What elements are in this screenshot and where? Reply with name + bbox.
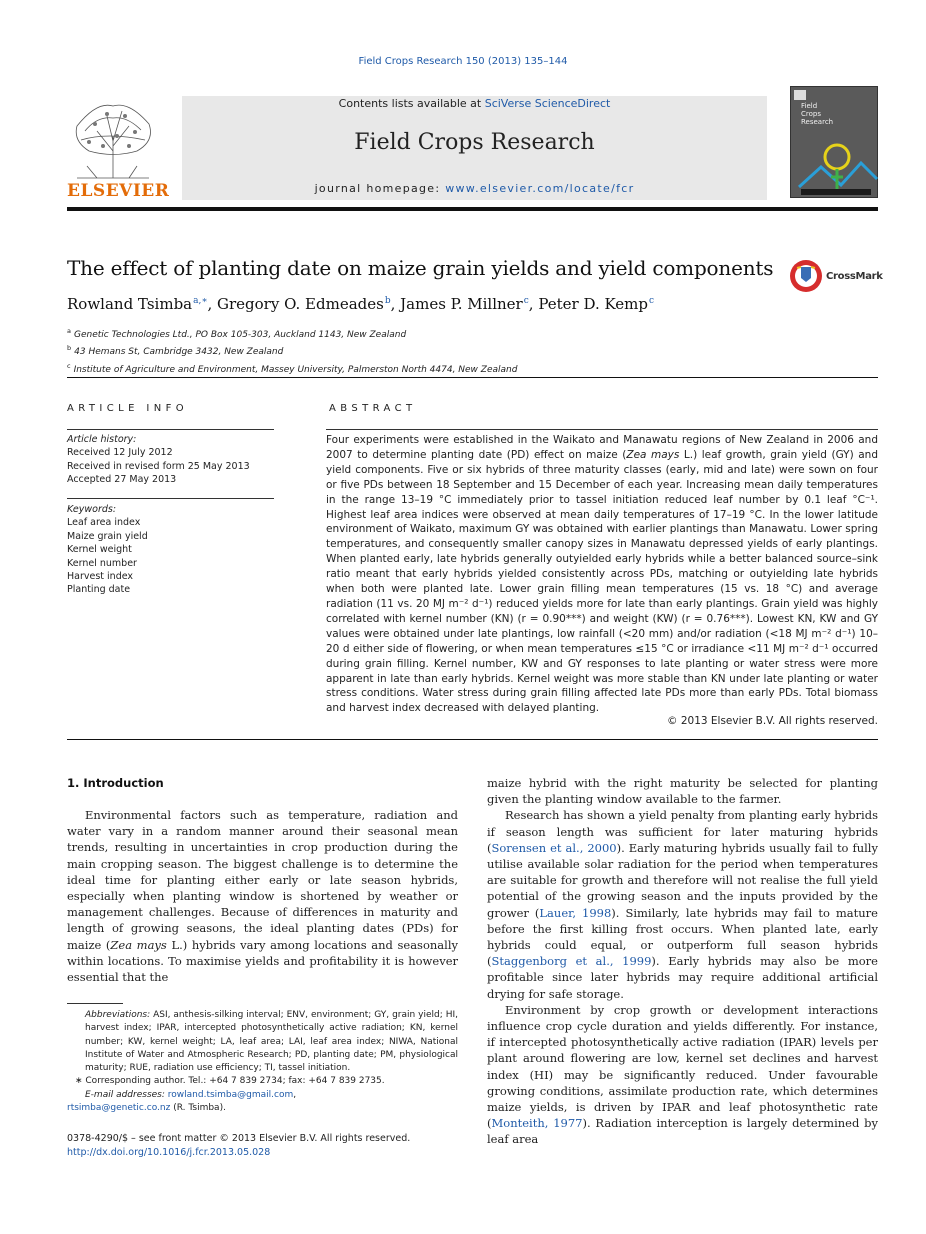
cover-artwork — [791, 127, 879, 199]
citation-link[interactable]: Staggenborg et al., 1999 — [491, 954, 652, 969]
abbreviations-footnote: Abbreviations: ASI, anthesis-silking interval; ENV, environment; GY, grain yield; HI, harvest index; IPAR, intercepted photosynthetically active radiation; KN, kernel number; KW, kernel weight; LA, leaf area; LAI, leaf area index; NIWA, National Institute of Water and Atmospheric Research; PD, planting date; PM, physiological maturity; RUE, radiation use efficiency; TI, tassel initiation. — [85, 1010, 458, 1074]
contents-line: Contents lists available at SciVerse ScienceDirect — [338, 97, 611, 110]
citation-link[interactable]: Sorensen et al., 2000 — [491, 840, 617, 855]
author-list: Rowland Tsimba$^{a,∗}$, Gregory O. Edmeades$^b$, James P. Millner$^c$, Peter D. Kemp$^c$ — [67, 295, 655, 313]
header-rule — [67, 207, 878, 211]
introduction-heading: 1. Introduction — [67, 776, 164, 790]
corresponding-author-footnote: ∗ Corresponding author. Tel.: +64 7 839 2734; fax: +64 7 839 2735. — [75, 1076, 385, 1087]
keyword: Kernel number — [67, 557, 137, 569]
intro-left-column — [67, 807, 458, 985]
citation-link[interactable]: Lauer, 1998 — [539, 905, 612, 920]
issn-line: 0378-4290/$ – see front matter © 2013 Elsevier B.V. All rights reserved. — [67, 1133, 411, 1144]
issn-block — [67, 1132, 467, 1159]
email-link[interactable]: rowland.tsimba@gmail.com — [167, 1089, 294, 1100]
cover-title: Field Crops Research — [801, 102, 834, 126]
journal-reference[interactable]: Field Crops Research 150 (2013) 135–144 — [358, 56, 568, 67]
article-info-rule — [67, 429, 274, 430]
homepage-link[interactable]: www.elsevier.com/locate/fcr — [445, 182, 635, 195]
abstract-rule — [326, 429, 878, 430]
doi-link[interactable]: http://dx.doi.org/10.1016/j.fcr.2013.05.028 — [67, 1146, 271, 1158]
keywords-rule — [67, 498, 274, 499]
keyword: Kernel weight — [67, 544, 132, 556]
keyword: Leaf area index — [67, 517, 141, 529]
paragraph: maize hybrid with the right maturity be selected for planting given the planting window available to the farmer. — [487, 776, 878, 807]
affiliation-rule — [67, 377, 878, 378]
elsevier-wordmark[interactable]: ELSEVIER — [67, 181, 170, 201]
copyright-notice: © 2013 Elsevier B.V. All rights reserved. — [667, 715, 878, 727]
article-history: Article history: Received 12 July 2012 Received in revised form 25 May 2013 Accepted 27 May 2013 — [67, 434, 250, 486]
paragraph: Environment by crop growth or development interactions influence crop cycle duration and yields differently. For instance, if intercepted photosynthetically active radiation (IPAR) levels per plant around flowering are low, kernel set declines and harvest index (HI) may be significantly reduced. Under favourable growing conditions, assimilate production rate, which determines maize yields, is driven by IPAR and leaf photosynthetic rate (Monteith, 1977). Radiation interception is largely determined by leaf area — [487, 1002, 878, 1147]
cover-logo-mark — [794, 90, 806, 100]
paragraph: Research has shown a yield penalty from planting early hybrids if season length was sufficient for later maturing hybrids (Sorensen et al., 2000). Early maturing hybrids usually fail to fully utilise available solar radiation for the period when temperatures are suitable for growth and therefore will not realise the full yield potential of the growing season and the inputs provided by the grower (Lauer, 1998). Similarly, late hybrids may fail to mature before the first killing frost occurs. When planted late, early hybrids could equal, or outperform full season hybrids (Staggenborg et al., 1999). Early hybrids may also be more profitable since later hybrids may require additional artificial drying for safe storage. — [487, 808, 878, 1001]
author[interactable]: Gregory O. Edmeades$^b$ — [217, 295, 391, 313]
citation-link[interactable]: Monteith, 1977 — [491, 1116, 583, 1131]
paragraph: Environmental factors such as temperature, radiation and water vary in a random manner around their seasonal mean trends, resulting in uncertainties in crop production during the main cropping season. The biggest challenge is to determine the ideal time for planting either early or late season hybrids, especially when planting window is shortened by weather or management challenges. Because of differences in maturity and length of growing seasons, the ideal planting dates (PDs) for maize (Zea mays L.) hybrids vary among locations and seasonally within locations. To maximise yields and profitability it is however essential that the — [67, 808, 458, 985]
affiliation: $^a$ Genetic Technologies Ltd., PO Box 105-303, Auckland 1143, New Zealand — [67, 327, 407, 340]
journal-title: Field Crops Research — [354, 130, 595, 155]
email-footnote-cont: rtsimba@genetic.co.nz (R. Tsimba). — [67, 1103, 226, 1114]
crossmark-badge[interactable] — [788, 258, 883, 294]
affiliation-list — [67, 325, 827, 377]
footnotes — [67, 1009, 458, 1115]
abstract-text: Four experiments were established in the Waikato and Manawatu regions of New Zealand in 2006 and 2007 to determine planting date (PD) effect on maize (Zea mays L.) leaf growth, grain yield (GY) and yield components. Five or six hybrids of three maturity classes (early, mid and late) were sown on four or five PDs between 18 September and 15 December of each year. Increasing mean daily temperatures in the range 13–19 °C immediately prior to tassel initiation reduced leaf number by 0.1 leaf °C⁻¹. Highest leaf area indices were observed at mean daily temperatures of 17–19 °C. In the lower latitude environment of Waikato, maximum GY was obtained with earlier plantings than Manawatu. Lower spring temperatures, and consequently smaller canopy sizes in Manawatu depressed yields of early plantings. When planted early, late hybrids generally outyielded early hybrids while a better balanced source–sink ratio meant that early hybrids yielded consistently across PDs, matching or outyielding late hybrids when both were planted late. Lower grain filling mean temperatures (15 vs. 18 °C) and average radiation (11 vs. 20 MJ m⁻² d⁻¹) reduced yields more for late than early plantings. Grain yield was highly correlated with kernel number (KN) (r = 0.90***) and weight (KW) (r = 0.76***). Lowest KN, KW and GY values were obtained under late plantings, low rainfall (<20 mm) and/or radiation (<18 MJ m⁻² d⁻¹) 10–20 d either side of flowering, or when mean temperatures ≤15 °C or irradiance <11 MJ m⁻² d⁻¹ occurred during grain filling. Kernel number, KW and GY responses to late planting or water stress were more apparent in late than early hybrids. Kernel weight was more stable than KN under late planting or water stress conditions. Water stress during grain filling affected late PDs more than early PDs. Total biomass and harvest index decreased with delayed planting. — [326, 434, 878, 715]
author[interactable]: James P. Millner$^c$ — [400, 295, 529, 313]
journal-cover-thumbnail[interactable] — [790, 86, 878, 198]
keyword: Maize grain yield — [67, 530, 148, 542]
journal-header — [67, 86, 878, 202]
footnote-rule — [67, 1003, 123, 1004]
keyword: Harvest index — [67, 571, 134, 583]
abstract-heading: ABSTRACT — [329, 403, 417, 414]
author[interactable]: Peter D. Kemp$^c$ — [538, 295, 655, 313]
article-info-heading: ARTICLE INFO — [67, 403, 189, 414]
keywords: Keywords: Leaf area index Maize grain yield Kernel weight Kernel number Harvest index Planting date — [67, 503, 274, 597]
journal-homepage: journal homepage: www.elsevier.com/locate/fcr — [314, 182, 635, 195]
keyword: Planting date — [67, 584, 131, 596]
abstract-bottom-rule — [67, 739, 878, 740]
affiliation: $^b$ 43 Hemans St, Cambridge 3432, New Zealand — [67, 344, 284, 358]
affiliation: $^c$ Institute of Agriculture and Environment, Massey University, Palmerston North 4474, New Zealand — [67, 361, 518, 375]
crossmark-icon — [788, 258, 824, 294]
sciencedirect-link[interactable]: SciVerse ScienceDirect — [484, 97, 611, 110]
email-link[interactable]: rtsimba@genetic.co.nz — [67, 1103, 171, 1114]
crossmark-label: CrossMark — [826, 271, 883, 282]
author[interactable]: Rowland Tsimba$^{a,∗}$ — [67, 295, 208, 313]
article-title: The effect of planting date on maize grain yields and yield components — [67, 256, 774, 280]
intro-right-column — [487, 775, 878, 1148]
email-footnote: E-mail addresses: rowland.tsimba@gmail.com, — [85, 1089, 297, 1100]
journal-banner — [182, 96, 767, 200]
